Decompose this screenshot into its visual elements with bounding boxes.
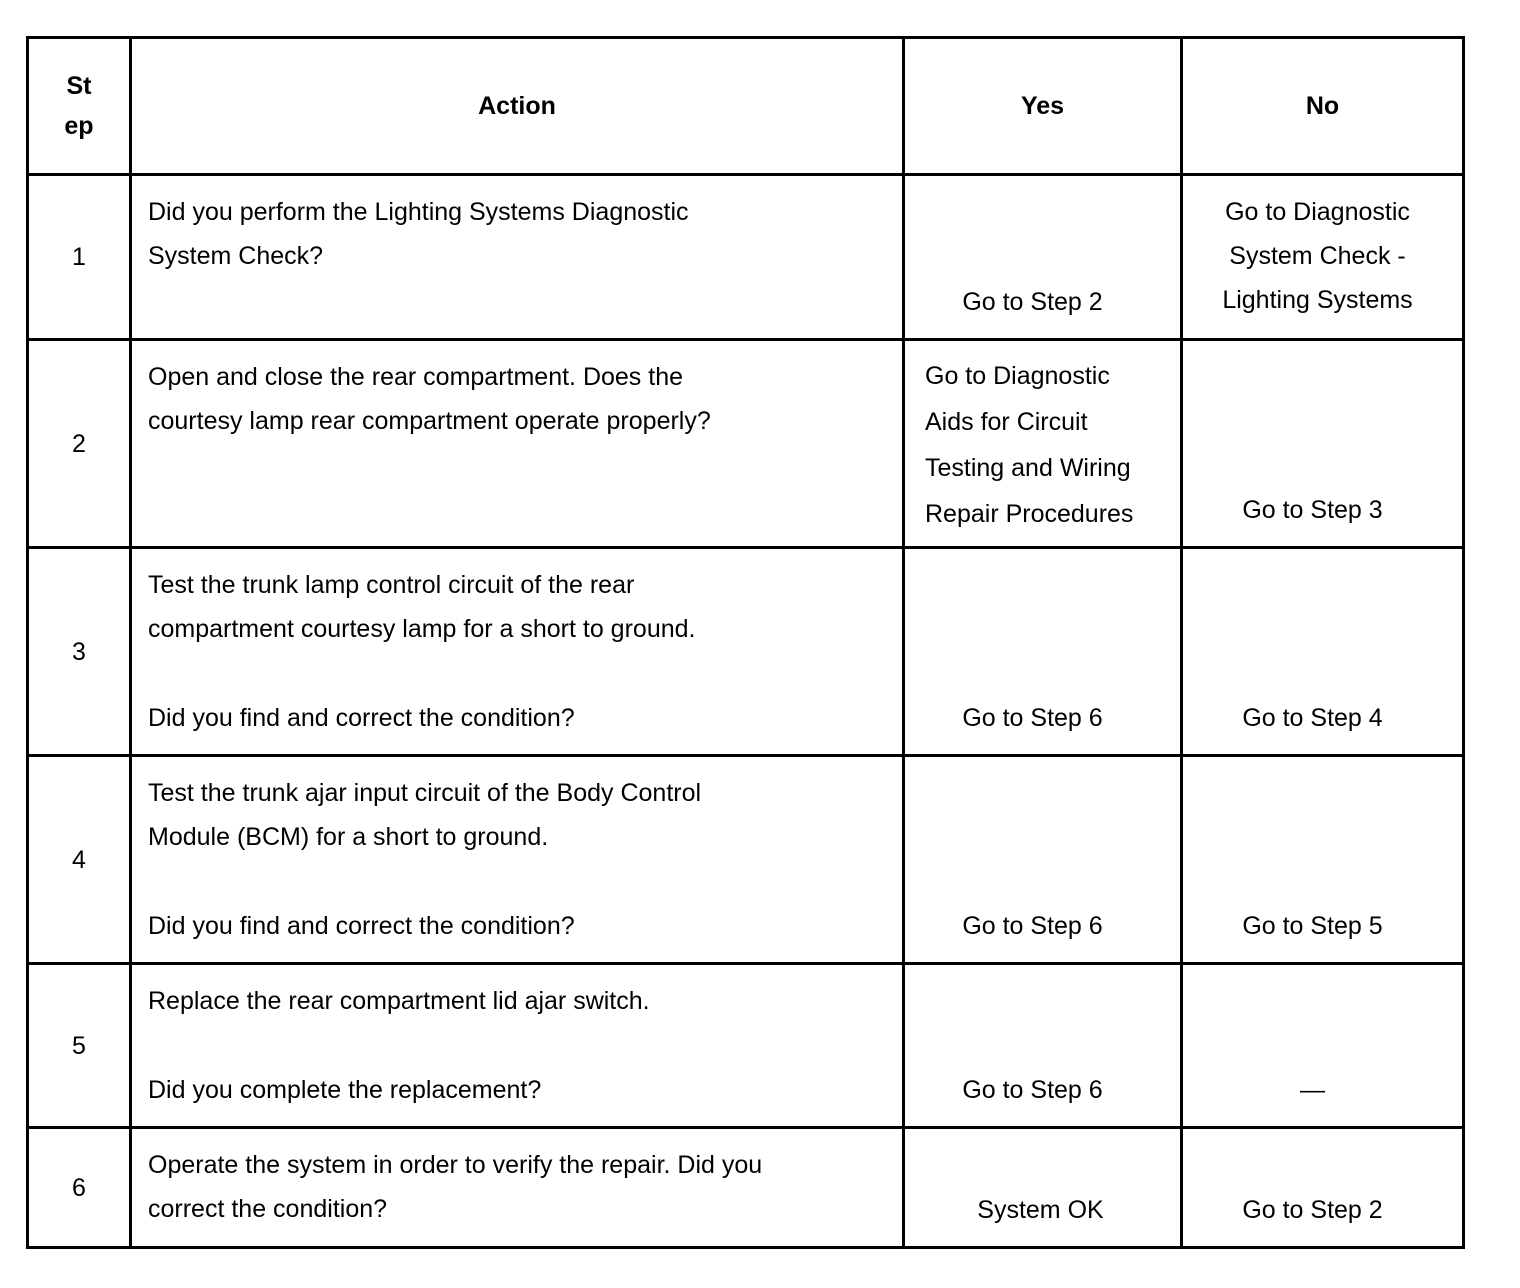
action-text: System Check? bbox=[148, 242, 324, 270]
step-number: 5 bbox=[28, 964, 131, 1128]
action-text: Replace the rear compartment lid ajar switch. bbox=[148, 987, 650, 1015]
action-text: courtesy lamp rear compartment operate properly? bbox=[148, 407, 711, 435]
action-text: Test the trunk ajar input circuit of the Body Control bbox=[148, 779, 702, 807]
yes-cell bbox=[904, 548, 1182, 756]
no-cell bbox=[1182, 340, 1464, 548]
no-link[interactable]: Go to Step 5 bbox=[1242, 912, 1383, 940]
action-cell bbox=[131, 548, 904, 756]
header-step-line2: ep bbox=[64, 112, 94, 140]
yes-text: Go to Diagnostic bbox=[925, 362, 1110, 390]
no-link[interactable]: Go to Step 4 bbox=[1242, 704, 1383, 732]
action-text: Operate the system in order to verify the repair. Did you bbox=[148, 1151, 763, 1179]
no-cell bbox=[1182, 756, 1464, 964]
step-number: 4 bbox=[28, 756, 131, 964]
step-number: 2 bbox=[28, 340, 131, 548]
action-text: Did you perform the Lighting Systems Diagnostic bbox=[148, 198, 689, 226]
action-cell bbox=[131, 756, 904, 964]
yes-cell bbox=[904, 964, 1182, 1128]
action-text: Open and close the rear compartment. Does the bbox=[148, 363, 684, 391]
no-text: System Check - bbox=[1229, 242, 1406, 270]
yes-link[interactable]: Go to Step 6 bbox=[962, 912, 1103, 940]
step-number: 1 bbox=[28, 175, 131, 340]
yes-link[interactable]: Go to Step 6 bbox=[962, 1076, 1103, 1104]
table-row bbox=[28, 964, 1464, 1128]
yes-text: Repair Procedures bbox=[925, 500, 1134, 528]
table-row bbox=[28, 340, 1464, 548]
action-cell bbox=[131, 1128, 904, 1248]
header-no: No bbox=[1182, 38, 1464, 175]
yes-text: Aids for Circuit bbox=[925, 408, 1088, 436]
step-number: 3 bbox=[28, 548, 131, 756]
yes-cell bbox=[904, 756, 1182, 964]
no-cell bbox=[1182, 548, 1464, 756]
table-row bbox=[28, 548, 1464, 756]
action-text: Module (BCM) for a short to ground. bbox=[148, 823, 549, 851]
yes-cell bbox=[904, 175, 1182, 340]
yes-link[interactable]: Go to Step 2 bbox=[962, 288, 1103, 316]
action-text: correct the condition? bbox=[148, 1195, 388, 1223]
header-step-line1: St bbox=[66, 72, 92, 100]
no-dash: — bbox=[1300, 1076, 1325, 1104]
no-link[interactable]: Go to Step 3 bbox=[1242, 496, 1383, 524]
no-text: Lighting Systems bbox=[1222, 286, 1413, 314]
table-row bbox=[28, 1128, 1464, 1248]
action-cell bbox=[131, 175, 904, 340]
yes-link[interactable]: System OK bbox=[977, 1196, 1104, 1224]
yes-cell bbox=[904, 340, 1182, 548]
no-cell bbox=[1182, 1128, 1464, 1248]
yes-text: Testing and Wiring bbox=[925, 454, 1131, 482]
table-row bbox=[28, 756, 1464, 964]
no-cell bbox=[1182, 175, 1464, 340]
step-number: 6 bbox=[28, 1128, 131, 1248]
action-question: Did you find and correct the condition? bbox=[148, 912, 575, 940]
no-link[interactable] bbox=[1173, 190, 1462, 322]
yes-link[interactable] bbox=[925, 353, 1133, 537]
action-question: Did you complete the replacement? bbox=[148, 1076, 542, 1104]
header-step bbox=[28, 38, 131, 175]
header-action: Action bbox=[131, 38, 904, 175]
table-row bbox=[28, 175, 1464, 340]
diagnostic-table bbox=[26, 36, 1465, 1249]
no-cell bbox=[1182, 964, 1464, 1128]
no-link[interactable]: Go to Step 2 bbox=[1242, 1196, 1383, 1224]
action-cell bbox=[131, 964, 904, 1128]
header-yes: Yes bbox=[904, 38, 1182, 175]
yes-link[interactable]: Go to Step 6 bbox=[962, 704, 1103, 732]
yes-cell bbox=[904, 1128, 1182, 1248]
no-text: Go to Diagnostic bbox=[1225, 198, 1410, 226]
action-question: Did you find and correct the condition? bbox=[148, 704, 575, 732]
header-row bbox=[28, 38, 1464, 175]
action-text: compartment courtesy lamp for a short to ground. bbox=[148, 615, 696, 643]
action-text: Test the trunk lamp control circuit of the rear bbox=[148, 571, 635, 599]
action-cell bbox=[131, 340, 904, 548]
